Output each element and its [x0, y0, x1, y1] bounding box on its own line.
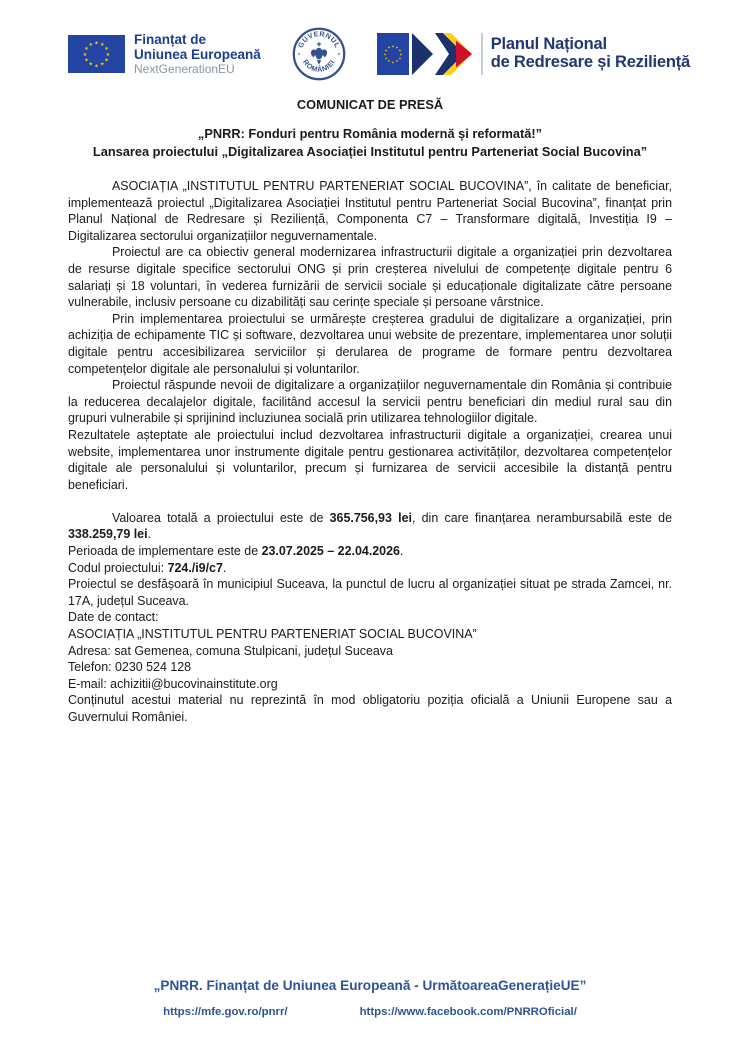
paragraph-beneficiary: ASOCIAȚIA „INSTITUTUL PENTRU PARTENERIAT SOCIAL BUCOVINA”, în calitate de beneficiar, implementează proiectul „Digitalizarea Asociației Institutul pentru Parteneriat Social Bucovina”, finanțat prin Planul Național de Redresare și Reziliență, Componenta C7 – Transformare digitală, Investiția I9 – Digitalizarea sectorului organizațiilor neguvernamentale. — [68, 179, 672, 243]
svg-text:★: ★ — [391, 44, 395, 49]
svg-text:★: ★ — [105, 51, 111, 58]
footer-slogan: „PNRR. Finanțat de Uniunea Europeană - UrmătoareaGenerațieUE” — [153, 978, 587, 993]
project-value-line — [68, 510, 672, 543]
pnrr-logo-line2: de Redresare și Reziliență — [490, 53, 690, 71]
disclaimer-text: Conținutul acestui material nu reprezintă în mod obligatoriu poziția oficială a Uniunii Europene sau a Guvernului României. — [68, 693, 672, 724]
paragraph-need: Proiectul răspunde nevoii de digitalizare a organizațiilor neguvernamentale din România și contribuie la reducerea decalajelor digitale, facilitând accesul la servicii pentru beneficiari din mediul rural sau din grupuri vulnerabile și sprijinind incluziunea socială prin utilizarea tehnologiilor digitale. — [68, 378, 672, 426]
grant-value: 338.259,79 lei — [68, 527, 148, 542]
period-dot: . — [399, 544, 404, 559]
footer-links — [0, 1006, 740, 1018]
total-value: 365.756,93 lei — [329, 510, 412, 525]
code-label: Codul proiectului: — [68, 560, 168, 575]
document-body — [68, 97, 672, 726]
paragraphs-block — [68, 178, 672, 493]
code-value: 724./i9/c7 — [167, 560, 223, 575]
contact-phone: Telefon: 0230 524 128 — [68, 660, 192, 675]
paragraph-results: Rezultatele așteptate ale proiectului includ dezvoltarea infrastructurii digitale a organizației, crearea unui website, implementarea unor instrumente digitale pentru gestionarea activităților, dezvoltarea competențelor digitale ale personalului și voluntarilor, precum și furnizarea de servicii accesibile la distanță pentru beneficiari. — [68, 427, 672, 492]
pnrr-slogan-subtitle: „PNRR: Fonduri pentru România modernă și reformată!” — [197, 126, 543, 141]
paragraph-objective: Proiectul are ca obiectiv general modernizarea infrastructurii digitale a organizației prin dezvoltarea de resurse digitale specifice sectorului ONG și prin creșterea nivelului de competențe digitale pentru 6 salariați și 18 voluntari, în vederea furnizării de servicii sociale și educaționale digitalizate către persoane vulnerabile, inclusiv persoane cu dizabilități sau cerințe speciale și persoane vârstnice. — [68, 245, 672, 310]
svg-text:★: ★ — [84, 57, 89, 64]
svg-text:★: ★ — [88, 41, 93, 48]
svg-text:★: ★ — [391, 60, 395, 65]
header-logos — [68, 26, 690, 82]
svg-text:★: ★ — [104, 46, 109, 52]
svg-text:★: ★ — [94, 40, 99, 47]
svg-text:★: ★ — [84, 46, 89, 52]
implementation-period-line — [68, 543, 672, 560]
eu-flag-icon — [68, 35, 125, 73]
period-label: Perioada de implementare este de — [68, 544, 262, 559]
contact-email: E-mail: achizitii@bucovinainstitute.org — [68, 676, 278, 691]
svg-text:★: ★ — [395, 45, 399, 50]
paragraph-implementation: Prin implementarea proiectului se urmărește creșterea gradului de digitalizare a organizației, prin achiziția de echipamente TIC și software, dezvoltarea unui website de prezentare, implementarea unor soluții digitale pentru accesibilizarea serviciilor și derularea de programe de formare pentru dezvoltarea competențelor digitale ale personalului și voluntarilor. — [68, 311, 672, 376]
svg-text:★: ★ — [399, 52, 403, 57]
pnrr-logo-line1: Planul Național — [490, 35, 607, 54]
svg-text:★: ★ — [383, 52, 387, 57]
period-value: 23.07.2025 – 22.04.2026 — [261, 544, 400, 559]
press-release-title: COMUNICAT DE PRESĂ — [296, 97, 444, 112]
pnrr-arrows-icon — [377, 29, 473, 79]
pnrr-logo — [377, 29, 690, 79]
svg-text:★: ★ — [104, 57, 109, 64]
project-launch-subtitle: Lansarea proiectului „Digitalizarea Asociației Institutul pentru Parteneriat Social Bucovina” — [92, 144, 648, 159]
pnrr-logo-text — [491, 36, 690, 72]
contact-organization: ASOCIAȚIA „INSTITUTUL PENTRU PARTENERIAT SOCIAL BUCOVINA” — [68, 627, 477, 642]
svg-text:★: ★ — [94, 63, 99, 70]
romanian-government-seal-icon — [291, 26, 347, 82]
project-code-line — [68, 560, 672, 577]
eu-logo-line3: NextGenerationEU — [134, 61, 235, 76]
svg-text:★: ★ — [398, 48, 402, 53]
eu-logo-line1: Finanțat de — [134, 31, 207, 47]
code-dot: . — [222, 560, 227, 575]
project-location-line: Proiectul se desfășoară în municipiul Suceava, la punctul de lucru al organizației situat pe strada Zamcei, nr. 17A, județul Suceava. — [68, 577, 672, 608]
svg-text:★: ★ — [387, 59, 391, 64]
contact-block — [68, 609, 672, 692]
contact-address: Adresa: sat Gemenea, comuna Stulpicani, județul Suceava — [68, 643, 393, 658]
svg-text:★: ★ — [395, 59, 399, 64]
svg-text:★: ★ — [398, 56, 402, 61]
footer-link-facebook[interactable]: https://www.facebook.com/PNRROficial/ — [359, 1006, 577, 1018]
svg-text:★: ★ — [384, 56, 388, 61]
subtitle-block — [68, 125, 672, 161]
footer-link-mfe[interactable]: https://mfe.gov.ro/pnrr/ — [163, 1006, 288, 1018]
seal-bottom-text: ROMÂNIEI — [300, 58, 337, 74]
project-details-block — [68, 510, 672, 610]
eu-funded-logo — [68, 32, 261, 77]
svg-text:★: ★ — [88, 61, 93, 68]
value-label: Valoarea totală a proiectului este de — [112, 510, 330, 525]
svg-text:★: ★ — [82, 51, 88, 58]
eu-logo-text — [134, 32, 261, 77]
footer — [0, 978, 740, 1018]
pnrr-logo-separator — [481, 33, 483, 75]
value-period-dot: . — [147, 527, 152, 542]
value-mid-label: , din care finanțarea nerambursabilă este de — [411, 510, 672, 525]
svg-text:★: ★ — [387, 45, 391, 50]
svg-text:★: ★ — [100, 41, 105, 48]
svg-text:★: ★ — [384, 48, 388, 53]
eu-logo-line2: Uniunea Europeană — [134, 46, 261, 62]
contact-heading: Date de contact: — [68, 610, 159, 625]
seal-top-text: GUVERNUL — [296, 30, 342, 50]
svg-text:★: ★ — [100, 61, 105, 68]
